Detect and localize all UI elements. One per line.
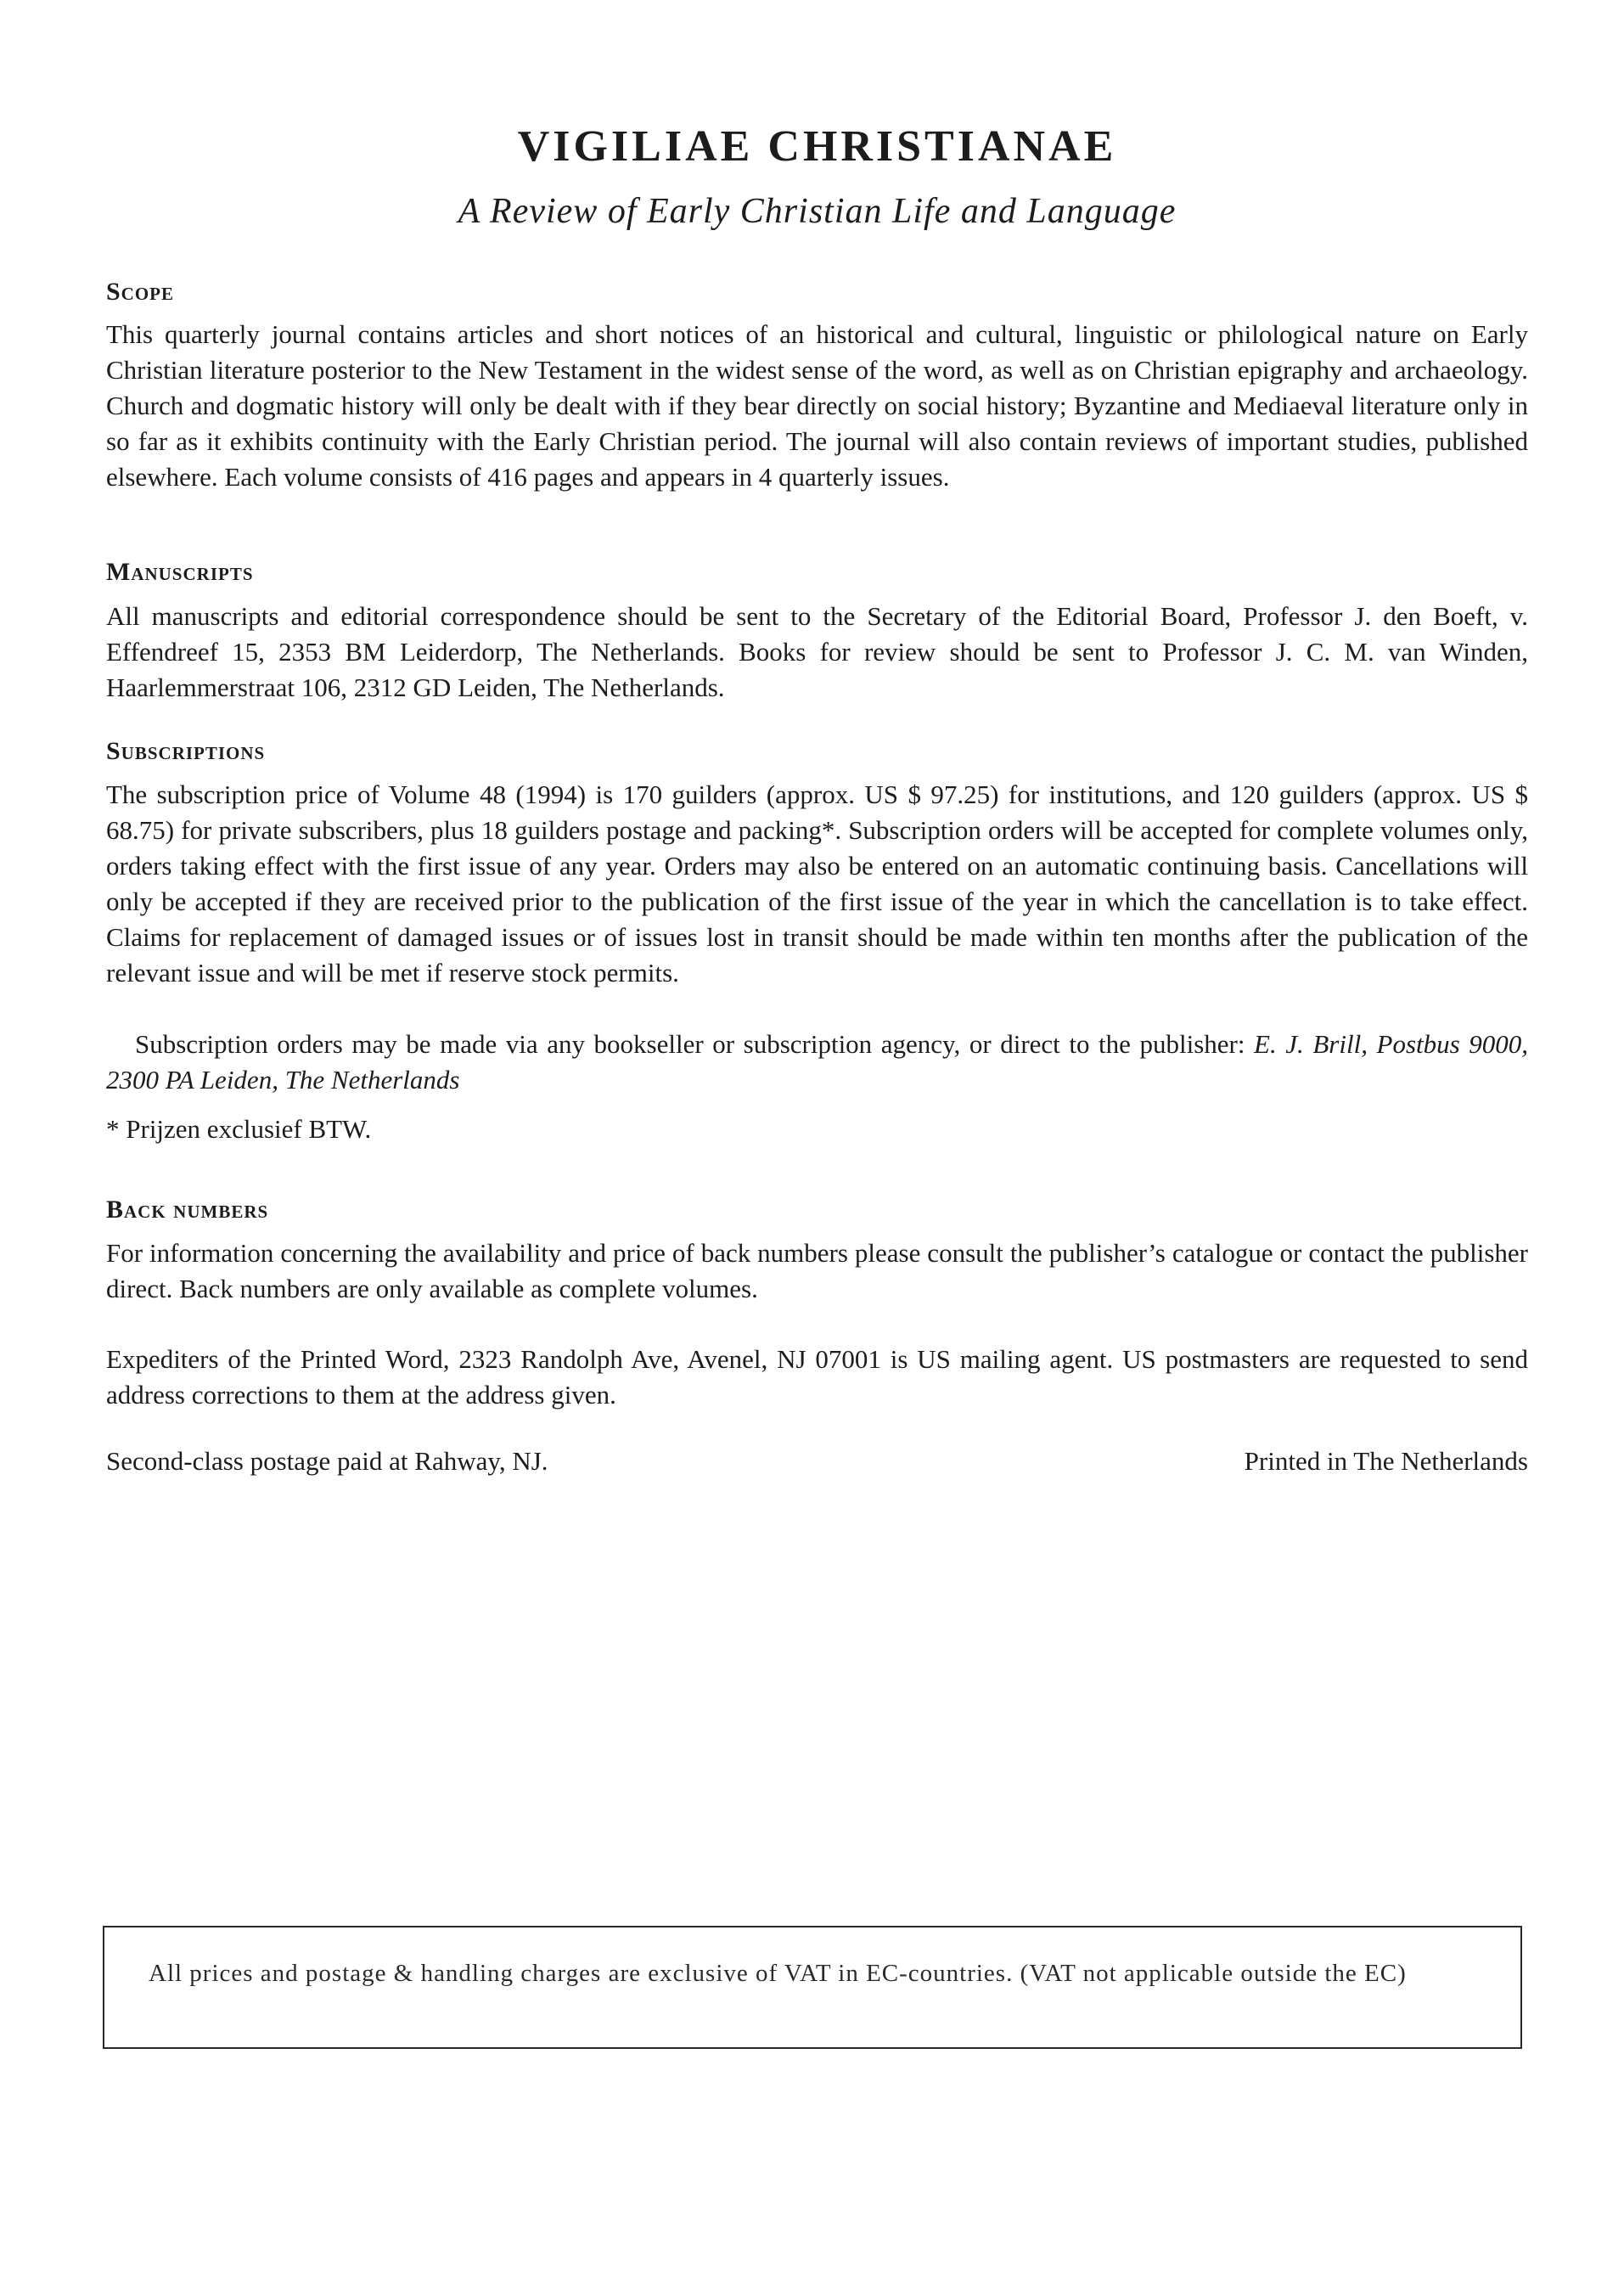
printed-in-note: Printed in The Netherlands	[1244, 1446, 1528, 1476]
price-footnote: * Prijzen exclusief BTW.	[106, 1114, 372, 1144]
subscription-orders-text	[106, 1027, 1528, 1098]
journal-title: VIGILIAE CHRISTIANAE	[517, 122, 1117, 171]
footer-line	[106, 1443, 1528, 1479]
subscriptions-text: The subscription price of Volume 48 (1994) is 170 guilders (approx. US $ 97.25) for institutions, and 120 guilders (approx. US $ 68.75) for private subscribers, plus 18 guilders postage and packing*. Subscription orders will be accepted for complete volumes only, orders taking effect with the first issue of any year. Orders may also be entered on an automatic continuing basis. Cancellations will only be accepted if they are received prior to the publication of the first issue of the year in which the cancellation is to take effect. Claims for replacement of damaged issues or of issues lost in transit should be made within ten months after the publication of the relevant issue and will be met if reserve stock permits.	[106, 779, 1528, 988]
manuscripts-heading: Manuscripts	[106, 558, 254, 586]
scope-heading: Scope	[106, 278, 175, 306]
subscription-orders-lead: Subscription orders may be made via any bookseller or subscription agency, or direct to the publisher:	[135, 1029, 1255, 1059]
vat-notice-box	[103, 1926, 1522, 2049]
scope-text: This quarterly journal contains articles and short notices of an historical and cultural, linguistic or philological nature on Early Christian literature posterior to the New Testament in the widest sense of the word, as well as on Christian epigraphy and archaeology. Church and dogmatic history will only be dealt with if they bear directly on social history; Byzantine and Mediaeval literature only in so far as it exhibits continuity with the Early Christian period. The journal will also contain reviews of important studies, published elsewhere. Each volume consists of 416 pages and appears in 4 quarterly issues.	[106, 319, 1528, 492]
back-numbers-heading: Back numbers	[106, 1196, 269, 1224]
back-numbers-text: For information concerning the availability and price of back numbers please consult the publisher’s catalogue or contact the publisher direct. Back numbers are only available as complete volumes.	[106, 1238, 1528, 1303]
journal-subtitle: A Review of Early Christian Life and Language	[458, 192, 1177, 231]
mailing-agent-text: Expediters of the Printed Word, 2323 Randolph Ave, Avenel, NJ 07001 is US mailing agent. US postmasters are requested to send address corrections to them at the address given.	[106, 1344, 1528, 1410]
subscriptions-heading: Subscriptions	[106, 737, 266, 765]
publisher-address: E. J. Brill, Postbus 9000, 2300 PA Leiden, The Netherlands	[106, 1029, 1529, 1095]
manuscripts-text: All manuscripts and editorial correspondence should be sent to the Secretary of the Editorial Board, Professor J. den Boeft, v. Effendreef 15, 2353 BM Leiderdorp, The Netherlands. Books for review should be sent to Professor J. C. M. van Winden, Haarlemmerstraat 106, 2312 GD Leiden, The Netherlands.	[106, 601, 1528, 702]
postage-note: Second-class postage paid at Rahway, NJ.	[106, 1446, 548, 1476]
vat-notice-text: All prices and postage & handling charges are exclusive of VAT in EC-countries. (VAT not applicable outside the EC)	[149, 1960, 1407, 1987]
